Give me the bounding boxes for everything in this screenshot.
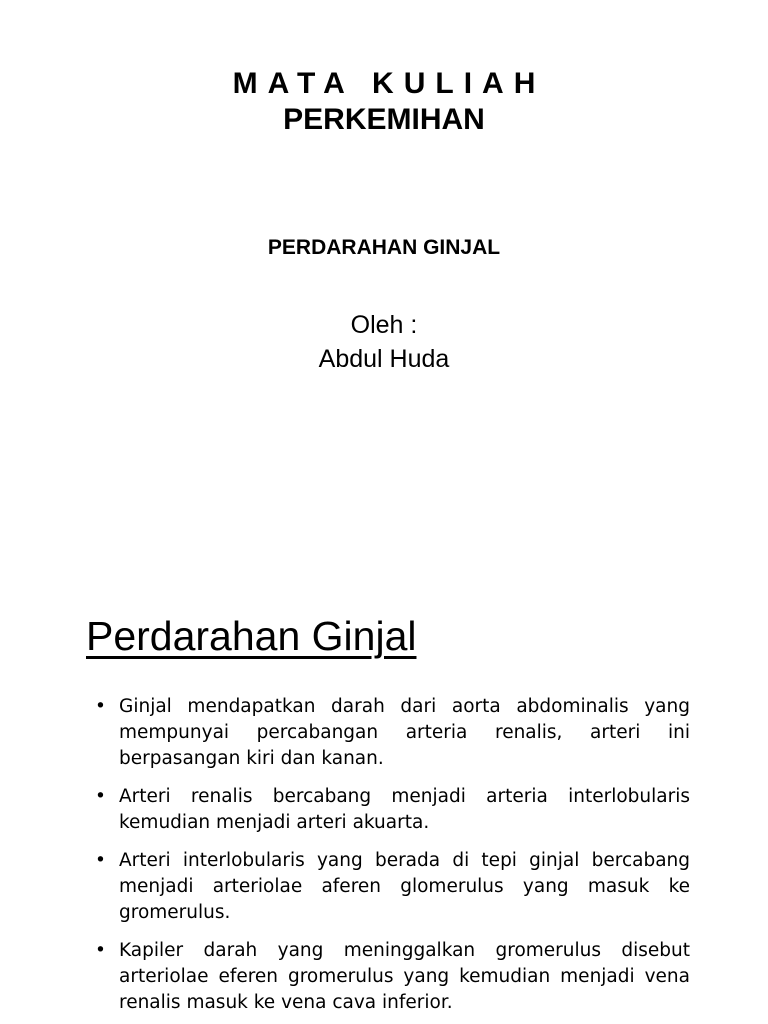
bullet-text: Ginjal mendapatkan darah dari aorta abdominalis yang mempunyai percabangan arteria renalis, arteri ini berpasangan kiri dan kanan. xyxy=(119,696,690,769)
bullet-item xyxy=(92,938,690,1016)
bullet-item xyxy=(92,848,690,926)
course-title xyxy=(0,66,768,138)
by-label: Oleh : xyxy=(350,311,418,339)
bullet-icon: • xyxy=(95,786,106,807)
bullet-text: Arteri interlobularis yang berada di tepi ginjal bercabang menjadi arteriolae aferen glomerulus yang masuk ke gromerulus. xyxy=(119,850,690,923)
bullet-item xyxy=(92,694,690,772)
bullet-list xyxy=(92,694,690,1024)
bullet-icon: • xyxy=(95,940,106,961)
course-title-line-2: PERKEMIHAN xyxy=(283,103,485,136)
bullet-item xyxy=(92,784,690,836)
bullet-text: Kapiler darah yang meninggalkan gromerulus disebut arteriolae eferen gromerulus yang kemudian menjadi vena renalis masuk ke vena cava inferior. xyxy=(119,940,690,1013)
slide-heading: Perdarahan Ginjal xyxy=(86,613,417,659)
lecture-subtitle: PERDARAHAN GINJAL xyxy=(267,236,501,259)
bullet-text: Arteri renalis bercabang menjadi arteria interlobularis kemudian menjadi arteri akuarta. xyxy=(119,786,690,833)
author-name: Abdul Huda xyxy=(318,345,450,373)
bullet-icon: • xyxy=(95,696,106,717)
course-title-line-1: MATA KULIAH xyxy=(232,67,546,100)
bullet-icon: • xyxy=(95,850,106,871)
author-block xyxy=(0,308,768,376)
